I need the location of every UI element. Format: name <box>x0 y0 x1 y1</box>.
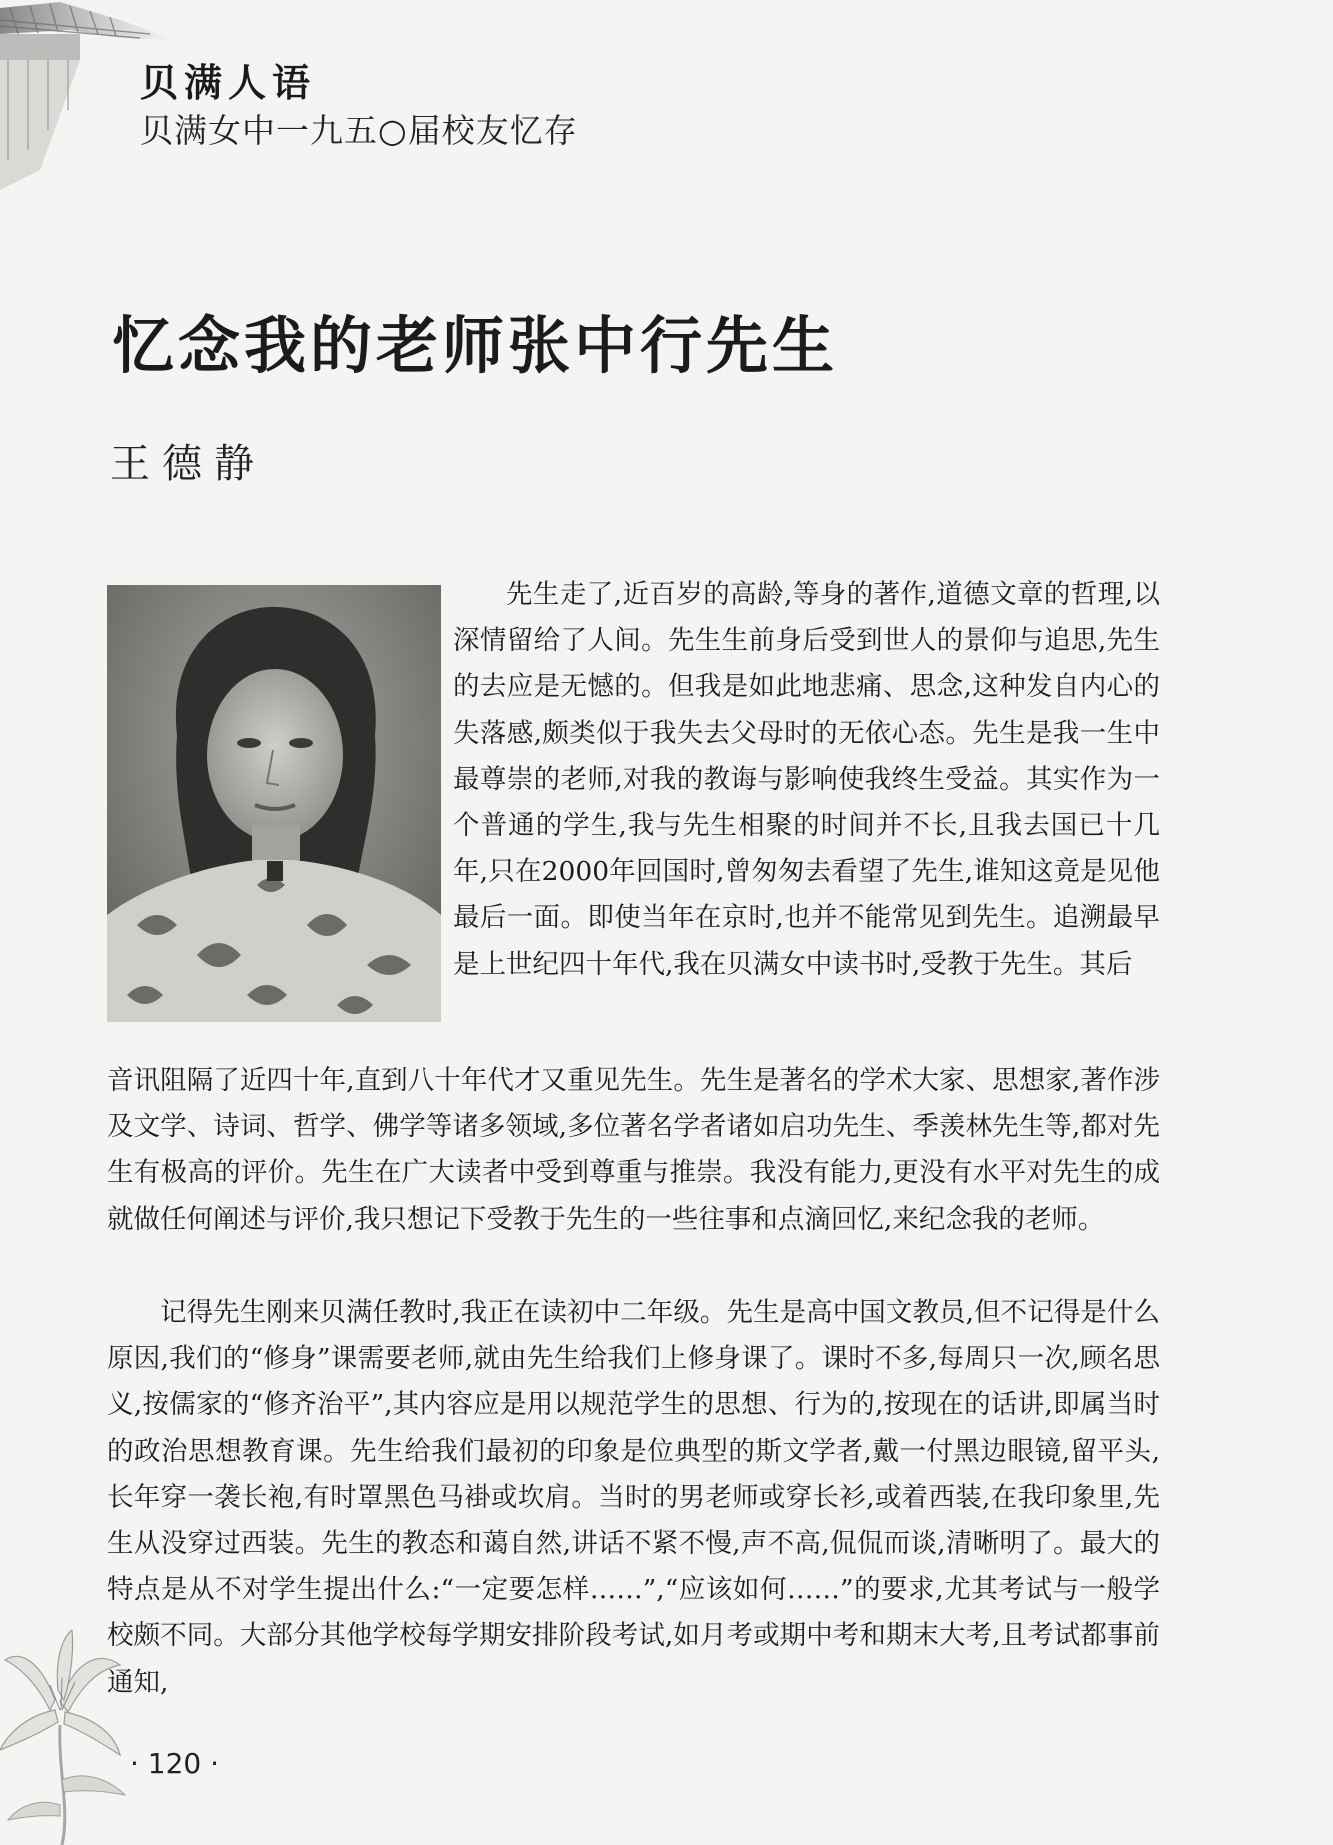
section-name: 贝满人语 <box>140 61 317 105</box>
section-subtitle: 贝满女中一九五○届校友忆存 <box>140 111 578 150</box>
article-title: 忆念我的老师张中行先生 <box>112 309 839 382</box>
author-name: 王德静 <box>110 441 266 487</box>
page-number: · 120 · <box>130 1747 220 1780</box>
paragraph-1-wrap-text: 先生走了,近百岁的高龄,等身的著作,道德文章的哲理,以深情留给了人间。先生生前身后受到世人的景仰与追思,先生的去应是无憾的。但我是如此地悲痛、思念,这种发自内心的失落感,颇类似于我失去父母时的无依心态。先生是我一生中最尊崇的老师,对我的教诲与影响使我终生受益。其实作为一个普通的学生,我与先生相聚的时间并不长,且我去国已十几年,只在2000年回国时,曾匆匆去看望了先生,谁知这竟是见他最后一面。即使当年在京时,也并不能常见到先生。追溯最早是上世纪四十年代,我在贝满女中读书时,受教于先生。其后 <box>453 579 1160 980</box>
paragraph-1-continued: 音讯阻隔了近四十年,直到八十年代才又重见先生。先生是著名的学术大家、思想家,著作涉及文学、诗词、哲学、佛学等诸多领域,多位著名学者诸如启功先生、季羡林先生等,都对先生有极高的评价。先生在广大读者中受到尊重与推崇。我没有能力,更没有水平对先生的成就做任何阐述与评价,我只想记下受教于先生的一些往事和点滴回忆,来纪念我的老师。 <box>107 1065 1160 1235</box>
paragraph-2: 记得先生刚来贝满任教时,我正在读初中二年级。先生是高中国文教员,但不记得是什么原因,我们的“修身”课需要老师,就由先生给我们上修身课了。课时不多,每周只一次,顾名思义,按儒家的“修齐治平”,其内容应是用以规范学生的思想、行为的,按现在的话讲,即属当时的政治思想教育课。先生给我们最初的印象是位典型的斯文学者,戴一付黑边眼镜,留平头,长年穿一袭长袍,有时罩黑色马褂或坎肩。当时的男老师或穿长衫,或着西装,在我印象里,先生从没穿过西装。先生的教态和蔼自然,讲话不紧不慢,声不高,侃侃而谈,清晰明了。最大的特点是从不对学生提出什么:“一定要怎样……”,“应该如何……”的要求,尤其考试与一般学校颇不同。大部分其他学校每学期安排阶段考试,如月考或期中考和期末大考,且考试都事前通知, <box>107 1297 1160 1698</box>
lily-flower-icon <box>0 1630 150 1845</box>
portrait-photo <box>107 585 441 1022</box>
